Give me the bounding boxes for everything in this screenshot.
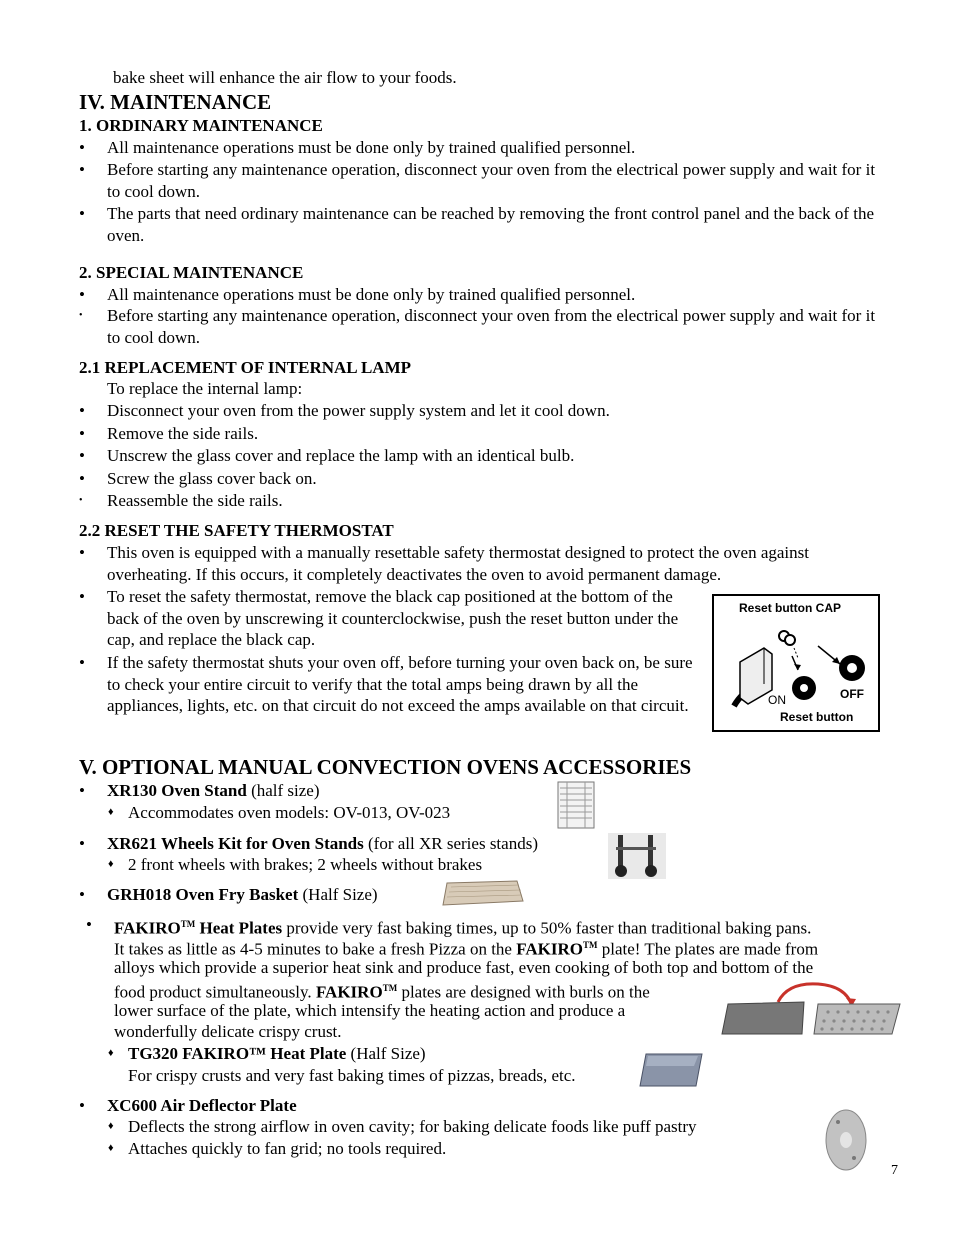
heat-plate-image — [638, 1052, 704, 1088]
diamond-icon: ♦ — [108, 1142, 114, 1154]
bullet-icon: • — [79, 424, 85, 443]
intro-line: bake sheet will enhance the air flow to your foods. — [113, 68, 457, 87]
bullet-icon: • — [79, 310, 83, 321]
section-title-accessories: V. OPTIONAL MANUAL CONVECTION OVENS ACCESSORIES — [79, 755, 692, 779]
bullet-icon: • — [79, 495, 83, 506]
bullet-icon: • — [79, 138, 85, 157]
bullet-icon: • — [79, 285, 85, 304]
diagram-label-cap: Reset button CAP — [739, 601, 841, 615]
manual-page: bake sheet will enhance the air flow to your foods. IV. MAINTENANCE 1. ORDINARY MAINTENANCE • All maintenance operations must be done only by trained qualified personnel. • Before starting any maintenance operation, disconnect your oven from the electrical power supply and wait for it to cool down. • The parts that need ordinary maintenance can be reached by removing the front control panel and the back of the oven. 2. SPECIAL MAINTENANCE • All maintenance operations must be done only by trained qualified personnel. • Before starting any maintenance operation, disconnect your oven from the electrical power supply and wait for it to cool down. 2.1 REPLACEMENT OF INTERNAL LAMP To replace the internal lamp: • Disconnect your oven from the power supply system and let it cool down. • Remove the side rails. • Unscrew the glass cover and replace the lamp with an identical bulb. • Screw the glass cover back on. • Reassemble the side rails. 2.2 RESET THE SAFETY THERMOSTAT • This oven is equipped with a manually resettable safety thermostat designed to protect the oven against overheating. If this occurs, it completely deactivates the oven to avoid permanent damage. • To reset the safety thermostat, remove the black cap positioned at the bottom of the back of the oven by unscrewing it counterclockwise, push the reset button under the cap, and replace the black cap. • If the safety thermostat shuts your oven off, before turning your oven back on, be sure to check your entire circuit to verify that the total amps being drawn by all the appliances, lights, etc. on that circuit do not exceed the amps available on that circuit. Reset button CAP ON OFF Reset button V. OPTIONAL MANUAL CONVECTION OVENS ACCESSORIES • XR130 Oven Stand (half size) ♦ Accommodates oven models: OV-013, OV-023 • XR621 Wheels Kit for Oven Stands (for all XR series stands) ♦ 2 front wheels with brakes; 2 wheels without brakes • GRH018 Oven Fry Basket (Half Size) • FAKIRO™ Heat Plates provide very fast baking times, up to 50% faster than traditional baking pans. It takes as little as 4-5 minutes to bake a fresh Pizza on the FAKIRO™ plate! The plates are made from alloys which provide a superior heat sink and produce fast, even cooking of both top and bottom of the food product simultaneously. FAKIRO™ plates are designed with burls on the lower surface of the plate, which intensify the heating action and produce a wonderfully delicate crispy crust. ♦ TG320 FAKIRO™ Heat Plate (Half Size) For crispy crusts and very fast baking times of pizzas, breads, etc. • XC600 Air Deflector Plate ♦ Deflects the strong airflow in oven cavity; for baking delicate foods like puff pastry ♦ Attaches quickly to fan grid; no tools required. 7 — [0, 0, 954, 1235]
bullet-icon: • — [79, 469, 85, 488]
section-title-maintenance: IV. MAINTENANCE — [79, 90, 272, 114]
bullet-icon: • — [79, 1096, 85, 1115]
fakiro-line-4: food product simultaneously. FAKIRO™ plates are designed with burls on the — [114, 982, 650, 1002]
reset-button-diagram — [712, 594, 880, 732]
bullet-icon: • — [79, 543, 85, 562]
diagram-label-on: ON — [768, 693, 786, 707]
bullet-icon: • — [79, 653, 85, 672]
diagram-label-off: OFF — [840, 687, 864, 701]
oven-stand-image — [555, 780, 597, 830]
heading-ordinary-maintenance: 1. ORDINARY MAINTENANCE — [79, 116, 323, 135]
product-name: TG320 FAKIRO™ Heat Plate — [128, 1044, 347, 1063]
tg320-description: For crispy crusts and very fast baking times of pizzas, breads, etc. — [128, 1066, 576, 1085]
wheels-kit-image — [608, 833, 666, 879]
heading-internal-lamp: 2.1 REPLACEMENT OF INTERNAL LAMP — [79, 358, 411, 377]
diamond-icon: ♦ — [108, 806, 114, 818]
diamond-icon: ♦ — [108, 858, 114, 870]
diagram-label-reset: Reset button — [780, 710, 854, 724]
fakiro-line-6: wonderfully delicate crispy crust. — [114, 1022, 342, 1041]
heading-special-maintenance: 2. SPECIAL MAINTENANCE — [79, 263, 304, 282]
bullet-icon: • — [79, 587, 85, 606]
fakiro-line-2: It takes as little as 4-5 minutes to bake a fresh Pizza on the FAKIRO™ plate! The plates are made from — [114, 939, 819, 959]
bullet-icon: • — [79, 446, 85, 465]
heading-reset-thermostat: 2.2 RESET THE SAFETY THERMOSTAT — [79, 521, 394, 540]
bullet-icon: • — [86, 915, 92, 934]
bullet-icon: • — [79, 401, 85, 420]
bullet-icon: • — [79, 160, 85, 179]
diamond-icon: ♦ — [108, 1047, 114, 1059]
fry-basket-image — [441, 879, 525, 907]
fakiro-line-1: FAKIRO™ Heat Plates provide very fast baking times, up to 50% faster than traditional baking pans. — [114, 918, 812, 938]
product-name: XR621 Wheels Kit for Oven Stands — [107, 834, 364, 853]
bullet-icon: • — [79, 781, 85, 800]
bullet-icon: • — [79, 834, 85, 853]
product-name: GRH018 Oven Fry Basket — [107, 885, 299, 904]
fakiro-line-5: lower surface of the plate, which intensify the heating action and produce a — [114, 1001, 626, 1020]
bullet-icon: • — [79, 885, 85, 904]
fakiro-line-3: alloys which provide a superior heat sink and produce fast, even cooking of both top and bottom of the — [114, 958, 814, 977]
diamond-icon: ♦ — [108, 1120, 114, 1132]
air-deflector-image — [824, 1108, 868, 1172]
product-name: XR130 Oven Stand — [107, 781, 247, 800]
lamp-intro: To replace the internal lamp: — [107, 379, 303, 398]
product-name: XC600 Air Deflector Plate — [107, 1096, 297, 1115]
heat-plates-image — [718, 980, 902, 1038]
page-number: 7 — [891, 1163, 898, 1178]
bullet-icon: • — [79, 204, 85, 223]
